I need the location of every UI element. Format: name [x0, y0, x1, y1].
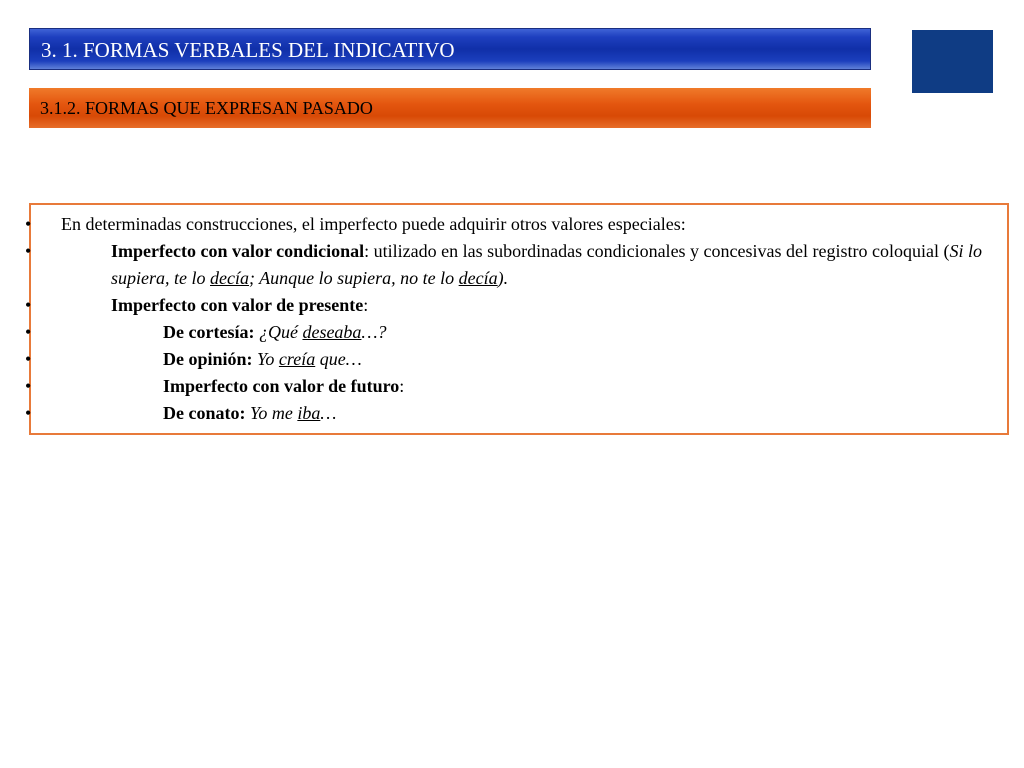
conato-verb: iba [297, 403, 321, 423]
conditional-close: ). [497, 268, 509, 288]
conditional-example-2: ; Aunque lo supiera, no te lo [248, 268, 459, 288]
bullet-opinion [43, 346, 995, 373]
opinion-pre: Yo [252, 349, 279, 369]
slide-title: 3. 1. FORMAS VERBALES DEL INDICATIVO [29, 28, 871, 70]
opinion-verb: creía [278, 349, 316, 369]
future-colon: : [399, 376, 405, 396]
bullet-courtesy [43, 319, 995, 346]
present-term: Imperfecto con valor de presente [111, 295, 364, 315]
conditional-example-2-verb: decía [458, 268, 498, 288]
content-box [29, 203, 1009, 435]
bullet-conato [43, 400, 995, 427]
courtesy-term: De cortesía: [163, 322, 255, 342]
intro-text: En determinadas construcciones, el imperfecto puede adquirir otros valores especiales: [61, 214, 686, 234]
courtesy-verb: deseaba [302, 322, 362, 342]
future-term: Imperfecto con valor de futuro [163, 376, 400, 396]
conditional-example-1-verb: decía [210, 268, 249, 288]
present-colon: : [363, 295, 369, 315]
bullet-future [43, 373, 995, 400]
logo-box [912, 30, 993, 93]
bullet-list [43, 211, 995, 427]
courtesy-pre: ¿Qué [254, 322, 303, 342]
courtesy-post: …? [361, 322, 387, 342]
section-subtitle: 3.1.2. FORMAS QUE EXPRESAN PASADO [29, 88, 871, 128]
conato-term: De conato: [163, 403, 246, 423]
conato-post: … [320, 403, 337, 423]
bullet-intro [43, 211, 995, 238]
conditional-example-1: Si lo supiera, te lo [111, 241, 982, 288]
bullet-present [43, 292, 995, 319]
bullet-conditional [43, 238, 995, 292]
conato-pre: Yo me [245, 403, 298, 423]
conditional-term: Imperfecto con valor condicional [111, 241, 365, 261]
opinion-term: De opinión: [163, 349, 253, 369]
conditional-text: : utilizado en las subordinadas condicionales y concesivas del registro coloquial ( [364, 241, 950, 261]
opinion-post: que… [315, 349, 362, 369]
